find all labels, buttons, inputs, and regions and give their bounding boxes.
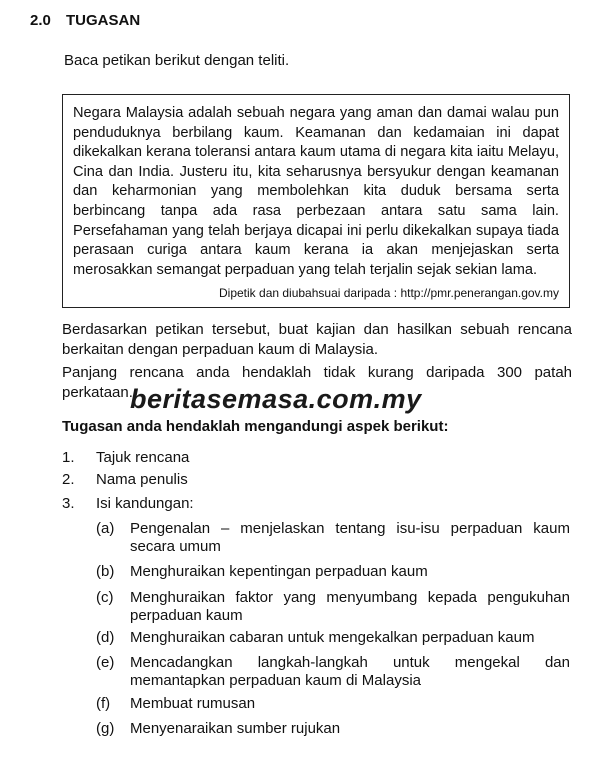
content-item-letter: (f)	[96, 695, 111, 712]
task-paragraph-2: Panjang rencana anda hendaklah tidak kurang daripada 300 patah perkataan.	[62, 364, 572, 401]
passage-box	[62, 94, 570, 308]
content-item-text: Menghuraikan faktor yang menyumbang kepada pengukuhan perpaduan kaum	[130, 589, 570, 624]
aspects-heading: Tugasan anda hendaklah mengandungi aspek berikut:	[62, 418, 449, 435]
content-item	[96, 563, 570, 581]
aspect-label: Tajuk rencana	[96, 449, 190, 466]
content-item-text: Mencadangkan langkah-langkah untuk mengekal dan memantapkan perpaduan kaum di Malaysia	[130, 654, 570, 689]
content-item-letter: (b)	[96, 563, 115, 580]
content-item-text: Pengenalan – menjelaskan tentang isu-isu perpaduan kaum secara umum	[130, 520, 570, 555]
content-item	[96, 520, 570, 556]
content-item-text: Menghuraikan cabaran untuk mengekalkan perpaduan kaum	[130, 629, 535, 646]
content-item	[96, 654, 570, 690]
aspect-item	[62, 471, 188, 488]
content-item	[96, 695, 570, 713]
content-item	[96, 720, 570, 738]
aspect-number: 1.	[62, 449, 75, 466]
aspect-item	[62, 449, 189, 466]
content-item-letter: (g)	[96, 720, 115, 737]
content-item	[96, 629, 570, 647]
task-paragraph-1: Berdasarkan petikan tersebut, buat kajian dan hasilkan sebuah rencana berkaitan dengan perpaduan kaum di Malaysia.	[62, 321, 572, 358]
aspect-number: 2.	[62, 471, 75, 488]
content-item-letter: (a)	[96, 520, 115, 537]
passage-source: Dipetik dan diubahsuai daripada : http://pmr.penerangan.gov.my	[219, 286, 559, 300]
content-item-letter: (d)	[96, 629, 115, 646]
content-item	[96, 589, 570, 625]
aspect-number: 3.	[62, 495, 75, 512]
watermark-text: beritasemasa.com.my	[130, 384, 422, 414]
section-heading	[30, 12, 140, 29]
content-item-text: Membuat rumusan	[130, 695, 256, 712]
content-item-text: Menyenaraikan sumber rujukan	[130, 720, 341, 737]
passage-text: Negara Malaysia adalah sebuah negara yang aman dan damai walau pun penduduknya berbilang kaum. Keamanan dan kedamaian ini dapat dikekalkan kerana toleransi antara kaum utama di negara kita iaitu Melayu, Cina dan India. Justeru itu, kita seharusnya bersyukur dengan keamanan dan keharmonian yang membolehkan kita duduk bersama serta berbincang tanpa ada rasa perbezaan antara satu sama lain. Persefahaman yang telah berjaya dicapai ini perlu dikekalkan supaya tiada perasaan curiga antara kaum kerana ia akan menjejaskan serta merosakkan semangat perpaduan yang telah terjalin sejak sekian lama.	[73, 105, 559, 278]
content-item-text: Menghuraikan kepentingan perpaduan kaum	[130, 563, 428, 580]
aspect-item	[62, 495, 194, 512]
section-title: TUGASAN	[66, 12, 141, 29]
content-item-letter: (e)	[96, 654, 115, 671]
aspect-label: Nama penulis	[96, 471, 188, 488]
aspect-label: Isi kandungan:	[96, 495, 194, 512]
section-number: 2.0	[30, 12, 51, 29]
instruction-text: Baca petikan berikut dengan teliti.	[64, 52, 290, 69]
content-item-letter: (c)	[96, 589, 114, 606]
